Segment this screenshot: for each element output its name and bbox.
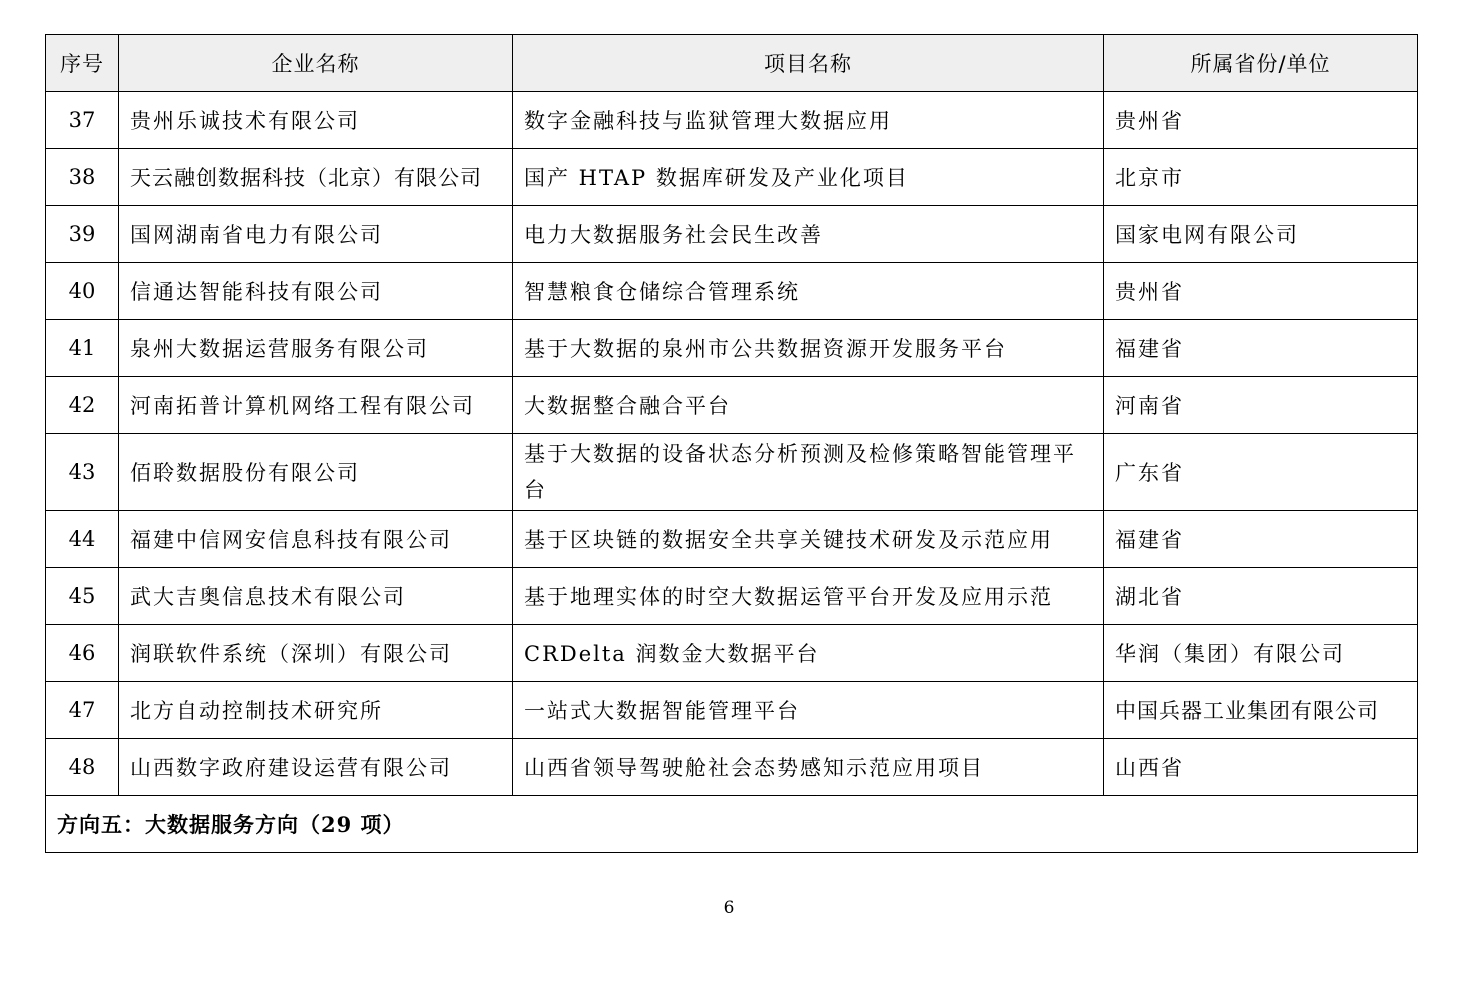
row-seq: 44 [46,511,119,568]
row-seq: 38 [46,149,119,206]
row-project: 山西省领导驾驶舱社会态势感知示范应用项目 [513,739,1104,796]
table-row [46,682,1418,739]
table-row [46,92,1418,149]
table-row [46,568,1418,625]
row-project: 数字金融科技与监狱管理大数据应用 [513,92,1104,149]
table-row [46,206,1418,263]
row-company: 国网湖南省电力有限公司 [119,206,513,263]
header-seq: 序号 [46,35,119,92]
row-seq: 48 [46,739,119,796]
header-project: 项目名称 [513,35,1104,92]
row-unit: 中国兵器工业集团有限公司 [1104,682,1418,739]
row-project: 电力大数据服务社会民生改善 [513,206,1104,263]
row-project: 基于大数据的设备状态分析预测及检修策略智能管理平台 [513,434,1104,511]
row-company: 贵州乐诚技术有限公司 [119,92,513,149]
row-company: 武大吉奥信息技术有限公司 [119,568,513,625]
row-seq: 43 [46,434,119,511]
row-company: 佰聆数据股份有限公司 [119,434,513,511]
row-unit: 贵州省 [1104,92,1418,149]
row-project: 大数据整合融合平台 [513,377,1104,434]
row-seq: 37 [46,92,119,149]
table-row [46,434,1418,511]
row-company: 泉州大数据运营服务有限公司 [119,320,513,377]
table-body [46,92,1418,853]
page-number: 6 [723,898,735,918]
row-unit: 北京市 [1104,149,1418,206]
table-row [46,511,1418,568]
section-row [46,796,1418,853]
table-row [46,377,1418,434]
row-seq: 40 [46,263,119,320]
row-company: 信通达智能科技有限公司 [119,263,513,320]
row-company: 山西数字政府建设运营有限公司 [119,739,513,796]
row-seq: 41 [46,320,119,377]
row-project: 一站式大数据智能管理平台 [513,682,1104,739]
table-row [46,320,1418,377]
row-unit: 国家电网有限公司 [1104,206,1418,263]
row-seq: 45 [46,568,119,625]
table-row [46,739,1418,796]
row-seq: 42 [46,377,119,434]
row-seq: 47 [46,682,119,739]
row-unit: 福建省 [1104,511,1418,568]
table-row [46,263,1418,320]
row-company: 河南拓普计算机网络工程有限公司 [119,377,513,434]
table-header [46,35,1418,92]
row-seq: 46 [46,625,119,682]
row-project: 智慧粮食仓储综合管理系统 [513,263,1104,320]
row-project: 国产 HTAP 数据库研发及产业化项目 [513,149,1104,206]
row-project: 基于区块链的数据安全共享关键技术研发及示范应用 [513,511,1104,568]
header-row [46,35,1418,92]
row-seq: 39 [46,206,119,263]
row-project: 基于大数据的泉州市公共数据资源开发服务平台 [513,320,1104,377]
row-unit: 华润（集团）有限公司 [1104,625,1418,682]
row-company: 北方自动控制技术研究所 [119,682,513,739]
table-row [46,625,1418,682]
row-project: CRDelta 润数金大数据平台 [513,625,1104,682]
row-company: 福建中信网安信息科技有限公司 [119,511,513,568]
row-company: 润联软件系统（深圳）有限公司 [119,625,513,682]
row-project: 基于地理实体的时空大数据运管平台开发及应用示范 [513,568,1104,625]
table-row [46,149,1418,206]
header-company: 企业名称 [119,35,513,92]
row-company: 天云融创数据科技（北京）有限公司 [119,149,513,206]
projects-table [45,34,1418,853]
row-unit: 贵州省 [1104,263,1418,320]
row-unit: 福建省 [1104,320,1418,377]
section-title: 方向五：大数据服务方向（29 项） [46,796,1418,853]
row-unit: 湖北省 [1104,568,1418,625]
row-unit: 河南省 [1104,377,1418,434]
row-unit: 广东省 [1104,434,1418,511]
row-unit: 山西省 [1104,739,1418,796]
header-unit: 所属省份/单位 [1104,35,1418,92]
